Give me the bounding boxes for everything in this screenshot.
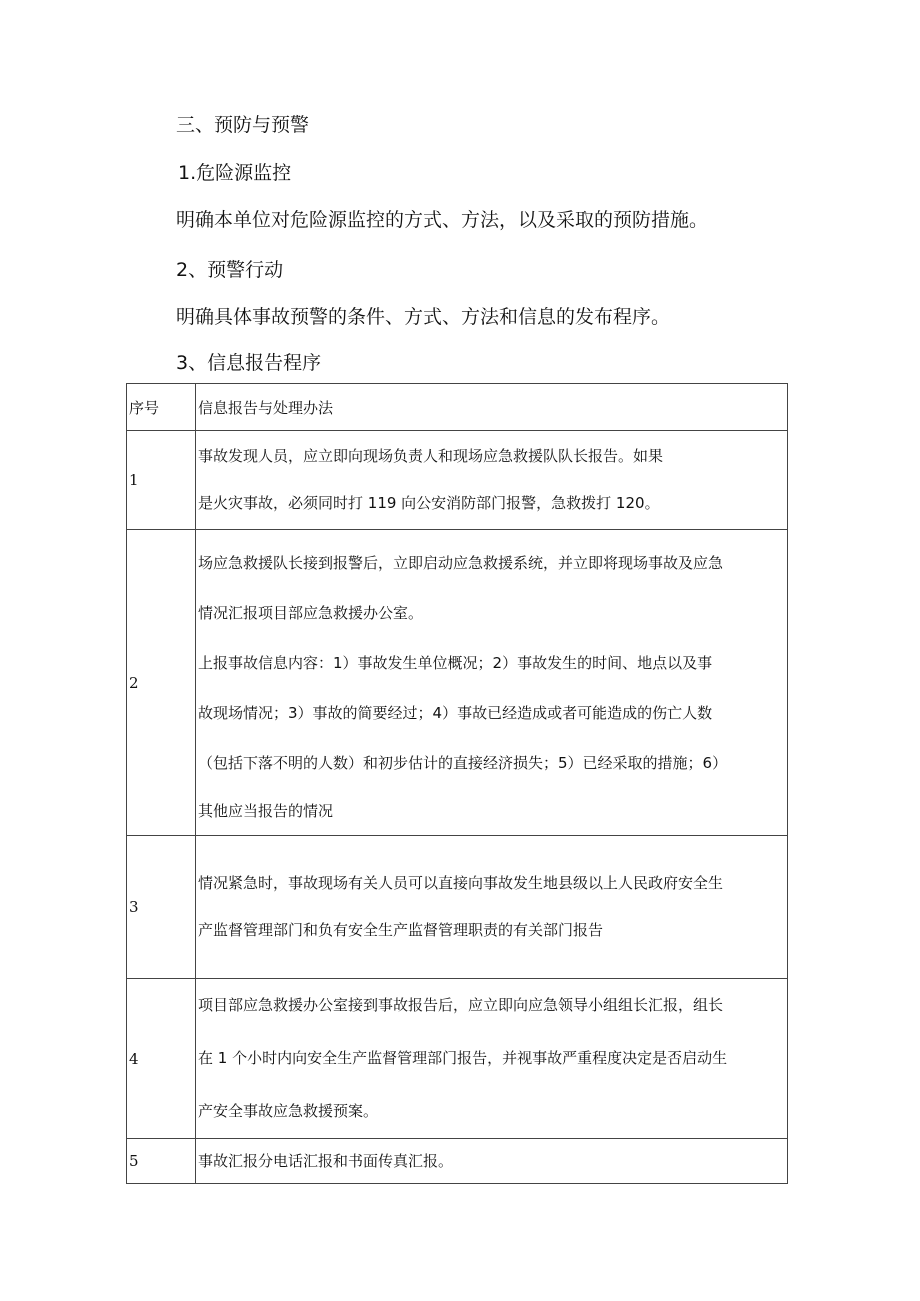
table-row [127,836,788,979]
hazard-monitoring-title: 1.危险源监控 [178,162,292,184]
row-number: 2 [127,530,196,836]
table-row [127,1139,788,1184]
header-method: 信息报告与处理办法 [196,384,788,431]
row-line: 事故发现人员，应立即向现场负责人和现场应急救援队队长报告。如果 [198,447,664,465]
warning-action-body: 明确具体事故预警的条件、方式、方法和信息的发布程序。 [176,306,671,328]
warning-action-title: 2、预警行动 [176,259,284,281]
row-content [196,836,788,979]
hazard-monitoring-body: 明确本单位对危险源监控的方式、方法，以及采取的预防措施。 [176,209,709,231]
row-line: 事故汇报分电话汇报和书面传真汇报。 [198,1152,454,1170]
table-row [127,431,788,530]
row-line: 项目部应急救援办公室接到事故报告后，应立即向应急领导小组组长汇报，组长 [198,996,724,1014]
row-line: 上报事故信息内容：1）事故发生单位概况；2）事故发生的时间、地点以及事 [198,654,713,672]
row-line: 是火灾事故，必须同时打 119 向公安消防部门报警，急救拨打 120。 [198,494,660,512]
row-content [196,979,788,1139]
row-line: 情况紧急时，事故现场有关人员可以直接向事故发生地县级以上人民政府安全生 [198,874,724,892]
report-procedure-title: 3、信息报告程序 [176,352,322,374]
row-content [196,431,788,530]
table-row [127,979,788,1139]
section-heading: 三、预防与预警 [176,114,310,136]
row-number: 4 [127,979,196,1139]
row-number: 1 [127,431,196,530]
row-line: （包括下落不明的人数）和初步估计的直接经济损失；5）已经采取的措施；6） [198,754,728,772]
row-line: 情况汇报项目部应急救援办公室。 [198,604,424,622]
row-line: 产监督管理部门和负有安全生产监督管理职责的有关部门报告 [198,921,604,939]
row-line: 故现场情况；3）事故的简要经过；4）事故已经造成或者可能造成的伤亡人数 [198,704,713,722]
row-number: 5 [127,1139,196,1184]
row-content [196,1139,788,1184]
row-line: 其他应当报告的情况 [198,802,334,820]
table-row [127,530,788,836]
row-line: 产安全事故应急救援预案。 [198,1102,379,1120]
row-number: 3 [127,836,196,979]
report-procedure-table [126,383,788,1184]
table-header-row [127,384,788,431]
row-line: 场应急救援队长接到报警后，立即启动应急救援系统，并立即将现场事故及应急 [198,554,724,572]
row-line: 在 1 个小时内向安全生产监督管理部门报告，并视事故严重程度决定是否启动生 [198,1049,728,1067]
header-no: 序号 [127,384,196,431]
row-content [196,530,788,836]
